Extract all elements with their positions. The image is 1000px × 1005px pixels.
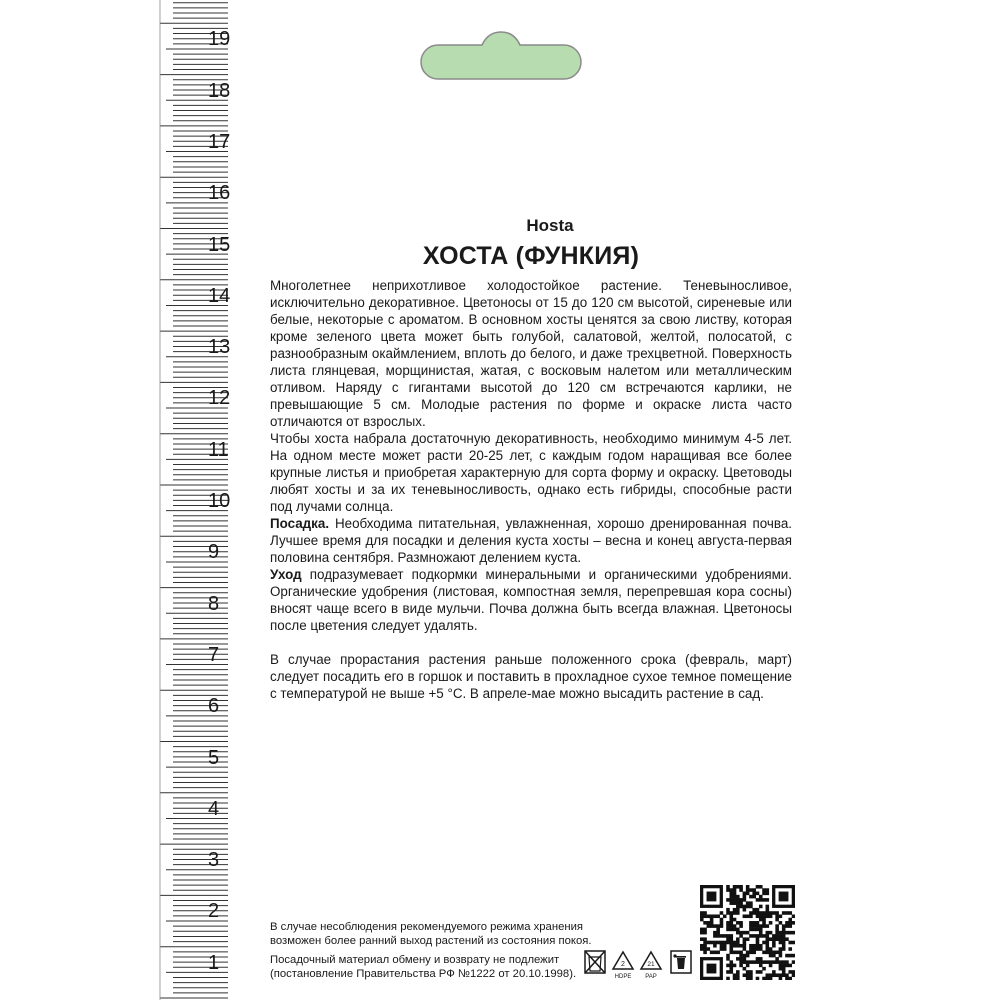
early-sprouting-paragraph: В случае прорастания растения раньше положенного срока (февраль, март) следует посадить его в горшок и поставить в прохладное сухое темное помещение с температурой не выше +5 °С. В апреле-мае можно высадить растение в сад. <box>270 652 792 701</box>
planting-paragraph <box>270 515 792 566</box>
ruler-label: 11 <box>208 438 229 461</box>
recycling-icons <box>580 948 700 980</box>
recycle-hdpe-icon <box>613 952 633 980</box>
ruler-label: 14 <box>208 284 231 307</box>
hdpe-code: HDPE <box>614 974 632 980</box>
qr-code <box>700 885 795 980</box>
ruler-label: 18 <box>208 79 231 102</box>
ruler-label: 7 <box>208 643 220 666</box>
svg-text:21: 21 <box>647 961 655 968</box>
ruler-label: 15 <box>208 233 231 256</box>
svg-text:2: 2 <box>621 961 625 968</box>
ruler-label: 1 <box>208 951 220 974</box>
intro-paragraph: Многолетнее неприхотливое холодостойкое растение. Теневыносливое, исключительно декоративное. Цветоносы от 15 до 120 см высотой, сиреневые или белые, некоторые с ароматом. В основном хосты ценятся за свою листву, которая кроме зеленого цвета может быть голубой, салатовой, желтой, полосатой, с разнообразным окаймлением, вплоть до белого, и даже трехцветной. Поверхность листа глянцевая, морщинистая, жатая, с восковым налетом или металлическим отливом. Наряду с гигантами высотой до 120 см встречаются карлики, не превышающие 5 см. Молодые растения по форме и окраске листа часто отличаются от взрослых. <box>270 278 792 429</box>
storage-note: В случае несоблюдения рекомендуемого режима хранения возможен более ранний выход растений из состояния покоя. <box>270 921 592 947</box>
ruler-label: 2 <box>208 900 220 923</box>
legal-note: Посадочный материал обмену и возврату не подлежит (постановление Правительства РФ №1222 от 20.10.1998). <box>270 954 577 980</box>
ruler-label: 17 <box>208 130 231 153</box>
ruler-label: 5 <box>208 746 220 769</box>
planting-text: Необходима питательная, увлажненная, хорошо дренированная почва. Лучшее время для посадки и деления куста хосты – весна и конец августа-первая половина сентября. Размножают делением куста. <box>270 516 792 565</box>
growth-paragraph: Чтобы хоста набрала достаточную декоративность, необходимо минимум 4-5 лет. На одном месте может расти 20-25 лет, с каждым годом наращивая все более крупные листья и приобретая характерную для сорта форму и окраску. Цветоводы любят хосты и за их теневыносливость, однако есть гибриды, способные расти под лучами солнца. <box>270 431 792 514</box>
care-paragraph <box>270 566 792 634</box>
ruler-ticks <box>0 0 240 1000</box>
ruler-label: 8 <box>208 592 220 615</box>
ruler-label: 12 <box>208 387 231 410</box>
ruler-label: 19 <box>208 28 231 51</box>
latin-name: Hosta <box>526 216 574 235</box>
description-block <box>270 277 792 702</box>
ruler-label: 10 <box>208 490 231 512</box>
pap-code: PAP <box>645 974 657 980</box>
ruler-label: 13 <box>208 336 231 359</box>
ruler-label: 9 <box>208 541 220 564</box>
ruler-label: 6 <box>208 695 220 718</box>
ruler-label: 4 <box>208 797 220 820</box>
care-text: подразумевает подкормки минеральными и органическими удобрениями. Органические удобрения (листовая, компостная земля, перепревшая кора сосны) вносят чаще всего в виде мульчи. Почва должна быть всегда влажная. Цветоносы после цветения следует удалять. <box>270 567 792 633</box>
trash-bin-icon <box>671 951 691 973</box>
recycle-pap-icon <box>641 952 661 980</box>
hanger-tab <box>418 30 584 80</box>
ruler-label: 3 <box>208 849 220 872</box>
ruler-label: 16 <box>208 182 231 205</box>
no-trash-icon <box>585 951 605 973</box>
measuring-ruler <box>0 0 240 1000</box>
page-title: ХОСТА (ФУНКИЯ) <box>422 242 640 270</box>
care-label: Уход <box>270 567 302 582</box>
planting-label: Посадка. <box>270 516 330 531</box>
